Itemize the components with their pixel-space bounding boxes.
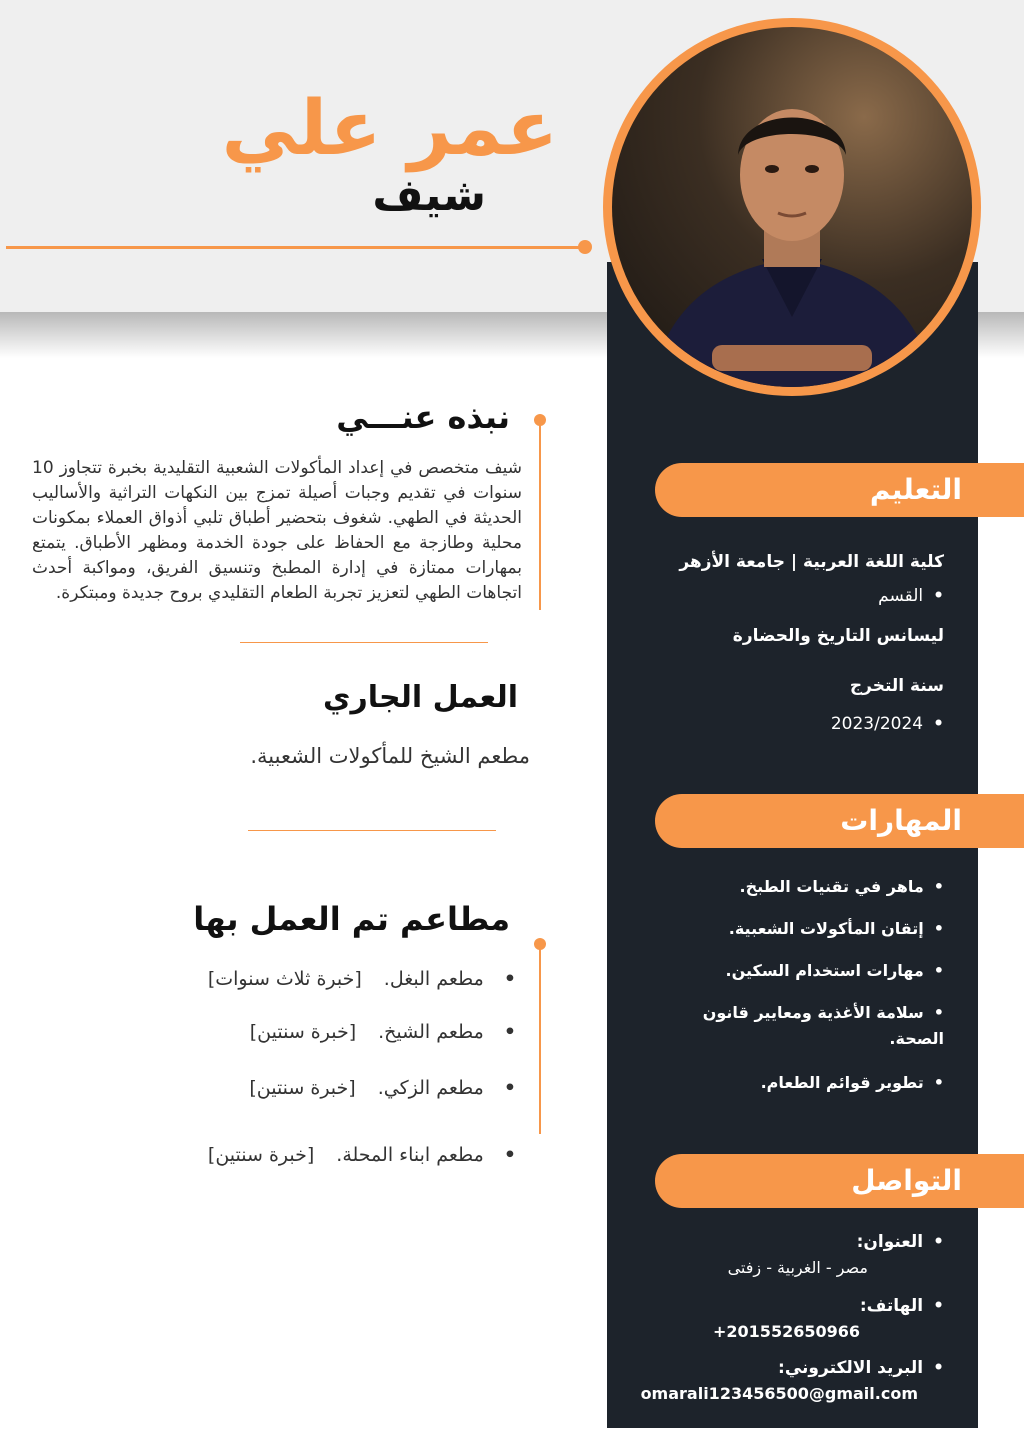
graduation-year-text: 2023/2024 [830, 714, 924, 734]
skill-item: • سلامة الأغذية ومعايير قانون الصحة. [664, 1000, 944, 1051]
address-label [857, 1232, 944, 1252]
current-job-separator [248, 830, 496, 831]
education-section-header [655, 463, 1024, 517]
phone-value[interactable]: +201552650966 [713, 1322, 860, 1341]
restaurant-experience: [خبرة سنتين] [249, 1077, 356, 1099]
restaurant-item [249, 1077, 516, 1099]
about-text: شيف متخصص في إعداد المأكولات الشعبية التقليدية بخبرة تتجاوز 10 سنوات في تقديم وجبات أصيلة تمزج بين النكهات التراثية والأساليب الحديثة في الطهي. شغوف بتحضير أطباق تلبي أذواق العملاء بمكونات محلية وطازجة مع الحفاظ على جودة الخدمة ومظهر الأطباق. يتمتع بمهارات ممتازة في إدارة المطبخ وتنسيق الفريق، ومواكبة أحدث اتجاهات الطهي لتعزيز تجربة الطعام التقليدي بروح جديدة ومبتكرة. [32, 458, 522, 603]
education-department-label [878, 586, 944, 606]
current-job-text: مطعم الشيخ للمأكولات الشعبية. [250, 744, 530, 768]
job-title: شيف [372, 170, 486, 221]
current-job-heading: العمل الجاري [322, 680, 518, 715]
person-silhouette [612, 27, 972, 387]
skill-item: • تطوير قوائم الطعام. [664, 1070, 944, 1096]
restaurants-timeline-line [539, 948, 541, 1134]
email-label [778, 1358, 944, 1378]
about-timeline-line [539, 424, 541, 610]
restaurant-experience: [خبرة ثلاث سنوات] [207, 968, 362, 990]
skill-item: • ماهر في تقنيات الطبخ. [664, 874, 944, 900]
header-divider-dot [578, 240, 592, 254]
restaurant-item [250, 1021, 516, 1043]
contact-heading: التواصل [851, 1164, 962, 1197]
restaurant-experience: [خبرة سنتين] [249, 1021, 357, 1043]
department-label-text: القسم [878, 586, 924, 606]
education-degree: ليسانس التاريخ والحضارة [732, 626, 944, 646]
graduation-year [831, 714, 944, 734]
education-college: كلية اللغة العربية | جامعة الأزهر [679, 552, 944, 572]
phone-label [860, 1296, 944, 1316]
restaurant-name: مطعم البغل. [383, 968, 484, 990]
restaurant-experience: [خبرة سنتين] [207, 1144, 315, 1166]
email-label-text: البريد الالكتروني: [778, 1358, 924, 1378]
phone-label-text: الهاتف: [859, 1296, 924, 1316]
profile-photo [612, 27, 972, 387]
about-separator [240, 642, 488, 643]
graduation-label: سنة التخرج [849, 676, 944, 696]
restaurant-name: مطعم الشيخ. [378, 1021, 484, 1043]
email-value[interactable]: omarali123456500@gmail.com [640, 1384, 918, 1403]
skills-heading: المهارات [840, 804, 962, 837]
restaurant-name: مطعم ابناء المحلة. [336, 1144, 484, 1166]
address-label-text: العنوان: [856, 1232, 924, 1252]
restaurants-heading: مطاعم تم العمل بها [193, 900, 510, 938]
education-heading: التعليم [869, 473, 962, 506]
skill-item: • إتقان المأكولات الشعبية. [664, 916, 944, 942]
restaurant-item [208, 1144, 516, 1166]
skill-item: • مهارات استخدام السكين. [664, 958, 944, 984]
contact-section-header [655, 1154, 1024, 1208]
restaurant-name: مطعم الزكي. [377, 1077, 484, 1099]
person-name: عمر علي [221, 83, 558, 172]
address-value: مصر - الغربية - زفتى [727, 1258, 868, 1277]
restaurant-item [208, 968, 516, 990]
skills-section-header [655, 794, 1024, 848]
about-heading: نبذه عنـــي [336, 398, 510, 436]
header-divider [6, 246, 584, 249]
